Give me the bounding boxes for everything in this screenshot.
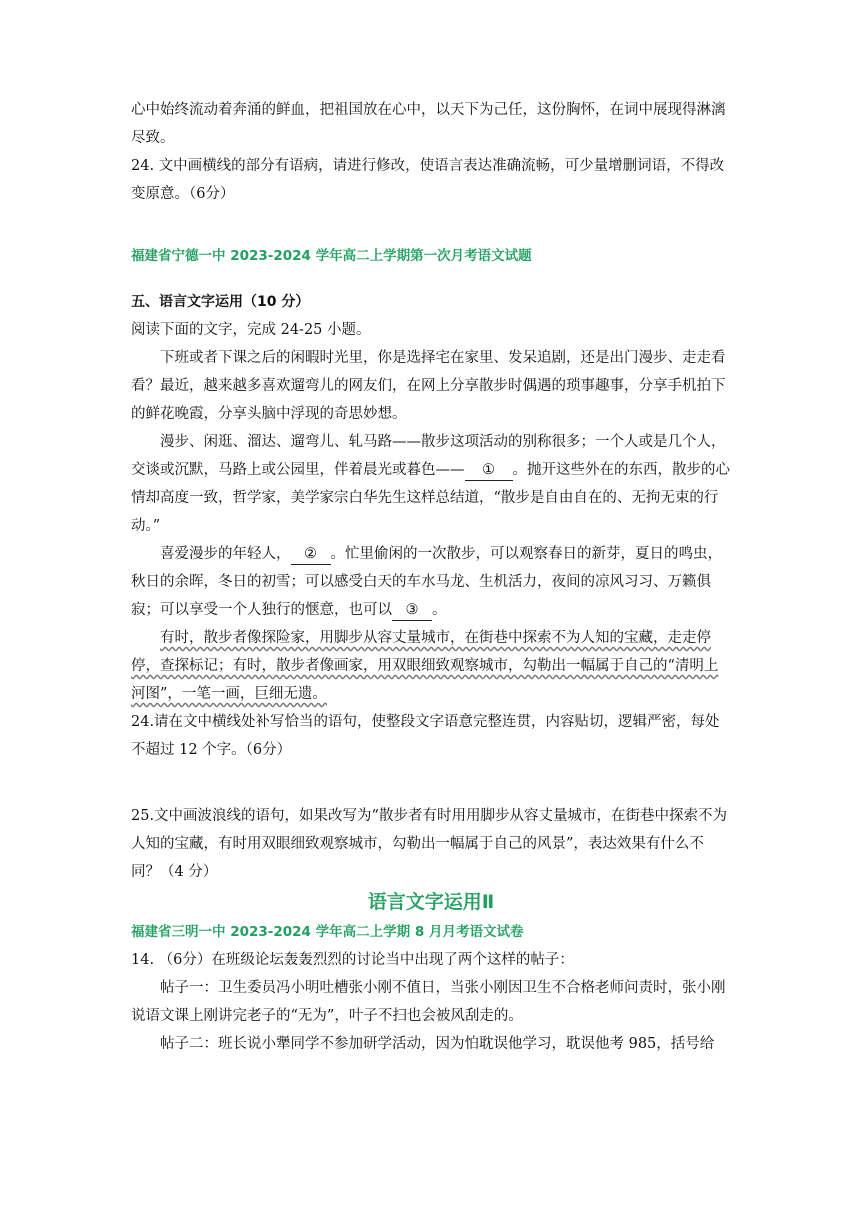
question-14: 14. （6分）在班级论坛轰轰烈烈的讨论当中出现了两个这样的帖子： [131,952,574,968]
reading-instruction: 阅读下面的文字，完成 24-25 小题。 [131,322,371,338]
paragraph-3-text-a: 喜爱漫步的年轻人， [160,546,291,562]
post-one: 帖子一：卫生委员冯小明吐槽张小刚不值日，当张小刚因卫生不合格老师问责时，张小刚说语文课上刚讲完老子的“无为”，叶子不扫也会被风刮走的。 [131,980,726,1024]
paragraph-3-text-c: 。 [432,602,447,618]
document-page [131,96,731,1058]
section-heading: 五、语言文字运用（10 分） [131,294,310,310]
question-24-previous: 24. 文中画横线的部分有语病，请进行修改，使语言表达准确流畅，可少量增删词语，不得改变原意。（6分） [131,158,725,202]
answer-blank-2: ② [291,544,331,565]
source-heading-ningde: 福建省宁德一中 2023-2024 学年高二上学期第一次月考语文试题 [131,248,532,264]
question-24: 24.请在文中横线处补写恰当的语句，使整段文字语意完整连贯，内容贴切，逻辑严密，每处不超过 12 个字。（6分） [131,714,720,758]
passage-paragraph-1: 下班或者下课之后的闲暇时光里，你是选择宅在家里、发呆追剧，还是出门漫步、走走看看？最近，越来越多喜欢遛弯儿的网友们，在网上分享散步时偶遇的琐事趣事，分享手机拍下的鲜花晚霞，分享头脑中浮现的奇思妙想。 [131,350,726,422]
post-two: 帖子二：班长说小犟同学不参加研学活动，因为怕耽误他学习，耽误他考 985，括号给 [160,1036,715,1052]
paragraph-continuation: 心中始终流动着奔涌的鲜血，把祖国放在心中，以天下为己任，这份胸怀，在词中展现得淋漓尽致。 [131,102,726,146]
source-heading-sanming: 福建省三明一中 2023-2024 学年高二上学期 8 月月考语文试卷 [131,924,524,940]
paragraph-2-text-b: 。抛开这些外在的东西，散步的心情却高度一致，哲学家，美学家宗白华先生这样总结道，“散步是自由自在的、无拘无束的行动。” [131,462,730,534]
question-25: 25.文中画波浪线的语句，如果改写为“散步者有时用用脚步从容丈量城市，在街巷中探索不为人知的宝藏，有时用双眼细致观察城市，勾勒出一幅属于自己的风景”，表达效果有什么不同？（4 分） [131,808,727,880]
passage-paragraph-4 [131,624,731,708]
paragraph-2-text-a: 漫步、闲逛、溜达、遛弯儿、轧马路——散步这项活动的别称很多；一个人或是几个人，交谈或沉默，马路上或公园里，伴着晨光或暮色—— [131,434,726,478]
wavy-underlined-text: 有时，散步者像探险家，用脚步从容丈量城市，在街巷中探索不为人知的宝藏，走走停停，查探标记；有时，散步者像画家，用双眼细致观察城市，勾勒出一幅属于自己的“清明上河图”，一笔一画，巨细无遗。 [131,630,719,702]
answer-blank-3: ③ [392,600,432,621]
passage-paragraph-2 [131,428,731,540]
passage-paragraph-3 [131,540,731,624]
paragraph-3-text-b: 。忙里偷闲的一次散步，可以观察春日的新芽，夏日的鸣虫，秋日的余晖，冬日的初雪；可以感受白天的车水马龙、生机活力，夜间的凉风习习、万籁俱寂；可以享受一个人独行的惬意，也可以 [131,546,722,618]
answer-blank-1: ① [465,460,513,481]
section-title: 语言文字运用Ⅱ [367,891,495,913]
